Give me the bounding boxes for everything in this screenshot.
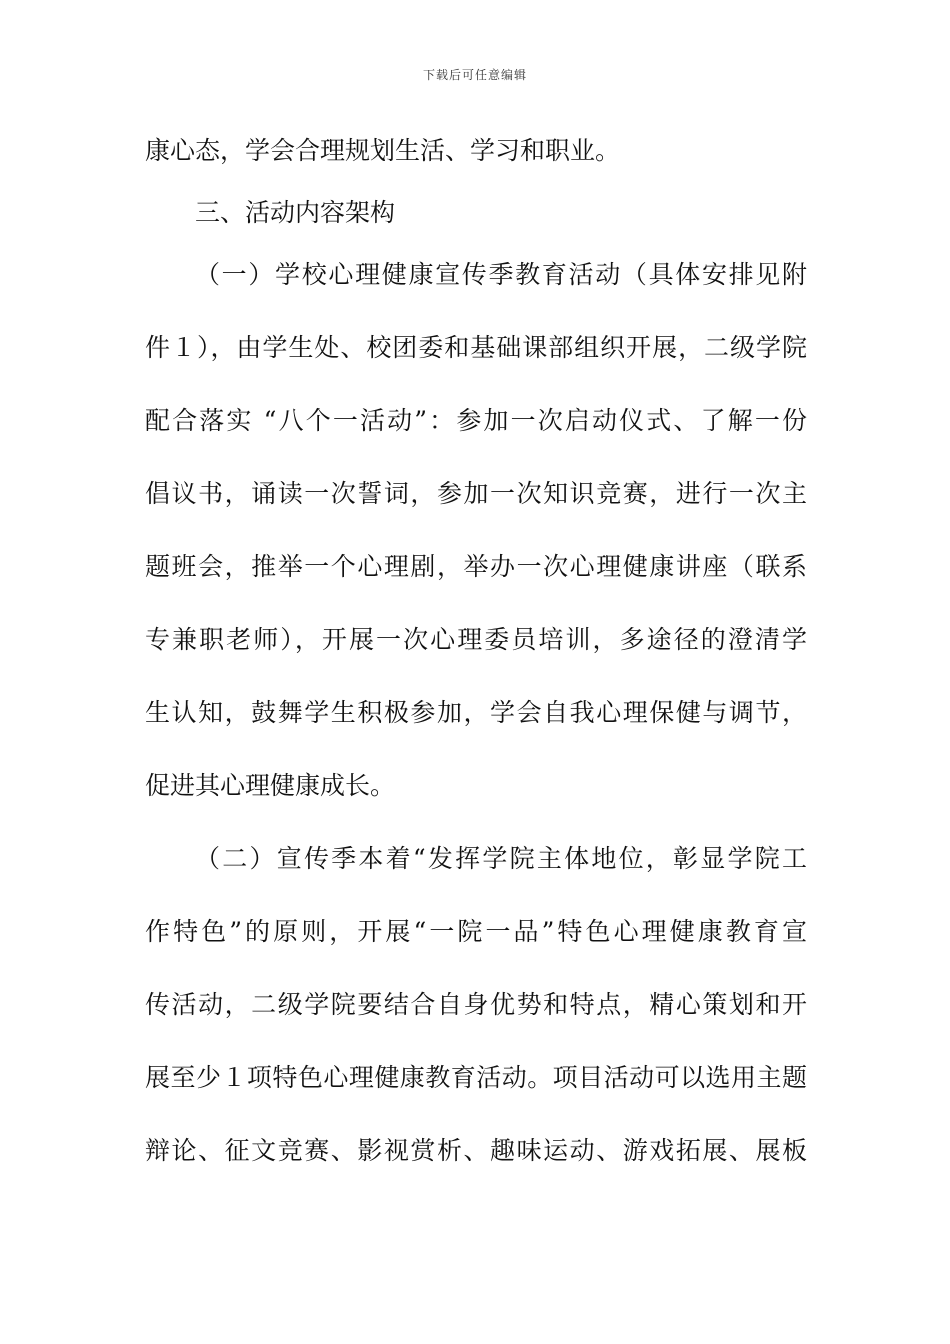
paragraph-line: 倡议书，诵读一次誓词，参加一次知识竞赛，进行一次主 [145, 479, 807, 508]
document-body [145, 126, 807, 1199]
paragraph-line: 配合落实 “八个一活动”：参加一次启动仪式、了解一份 [145, 406, 807, 435]
section-heading: 三、活动内容架构 [195, 198, 396, 227]
paragraph-line: （一）学校心理健康宣传季教育活动（具体安排见附 [195, 260, 807, 289]
paragraph-line: 生认知，鼓舞学生积极参加，学会自我心理保健与调节， [145, 698, 807, 727]
paragraph-line: 题班会，推举一个心理剧，举办一次心理健康讲座（联系 [145, 552, 807, 581]
paragraph-line: 康心态，学会合理规划生活、学习和职业。 [145, 136, 621, 165]
paragraph-line: 传活动，二级学院要结合自身优势和特点，精心策划和开 [145, 990, 807, 1019]
paragraph-line: 促进其心理健康成长。 [145, 771, 396, 800]
paragraph-line: 作特色”的原则，开展“一院一品”特色心理健康教育宣 [145, 917, 807, 946]
paragraph-line: 辩论、征文竞赛、影视赏析、趣味运动、游戏拓展、展板 [145, 1136, 807, 1165]
paragraph-line: （二）宣传季本着“发挥学院主体地位，彰显学院工 [195, 844, 807, 873]
paragraph-line: 件１），由学生处、校团委和基础课部组织开展，二级学院 [145, 333, 807, 362]
paragraph-line: 专兼职老师），开展一次心理委员培训，多途径的澄清学 [145, 625, 807, 654]
page-header: 下载后可任意编辑 [422, 68, 527, 82]
paragraph-line: 展至少１项特色心理健康教育活动。项目活动可以选用主题 [145, 1063, 807, 1092]
